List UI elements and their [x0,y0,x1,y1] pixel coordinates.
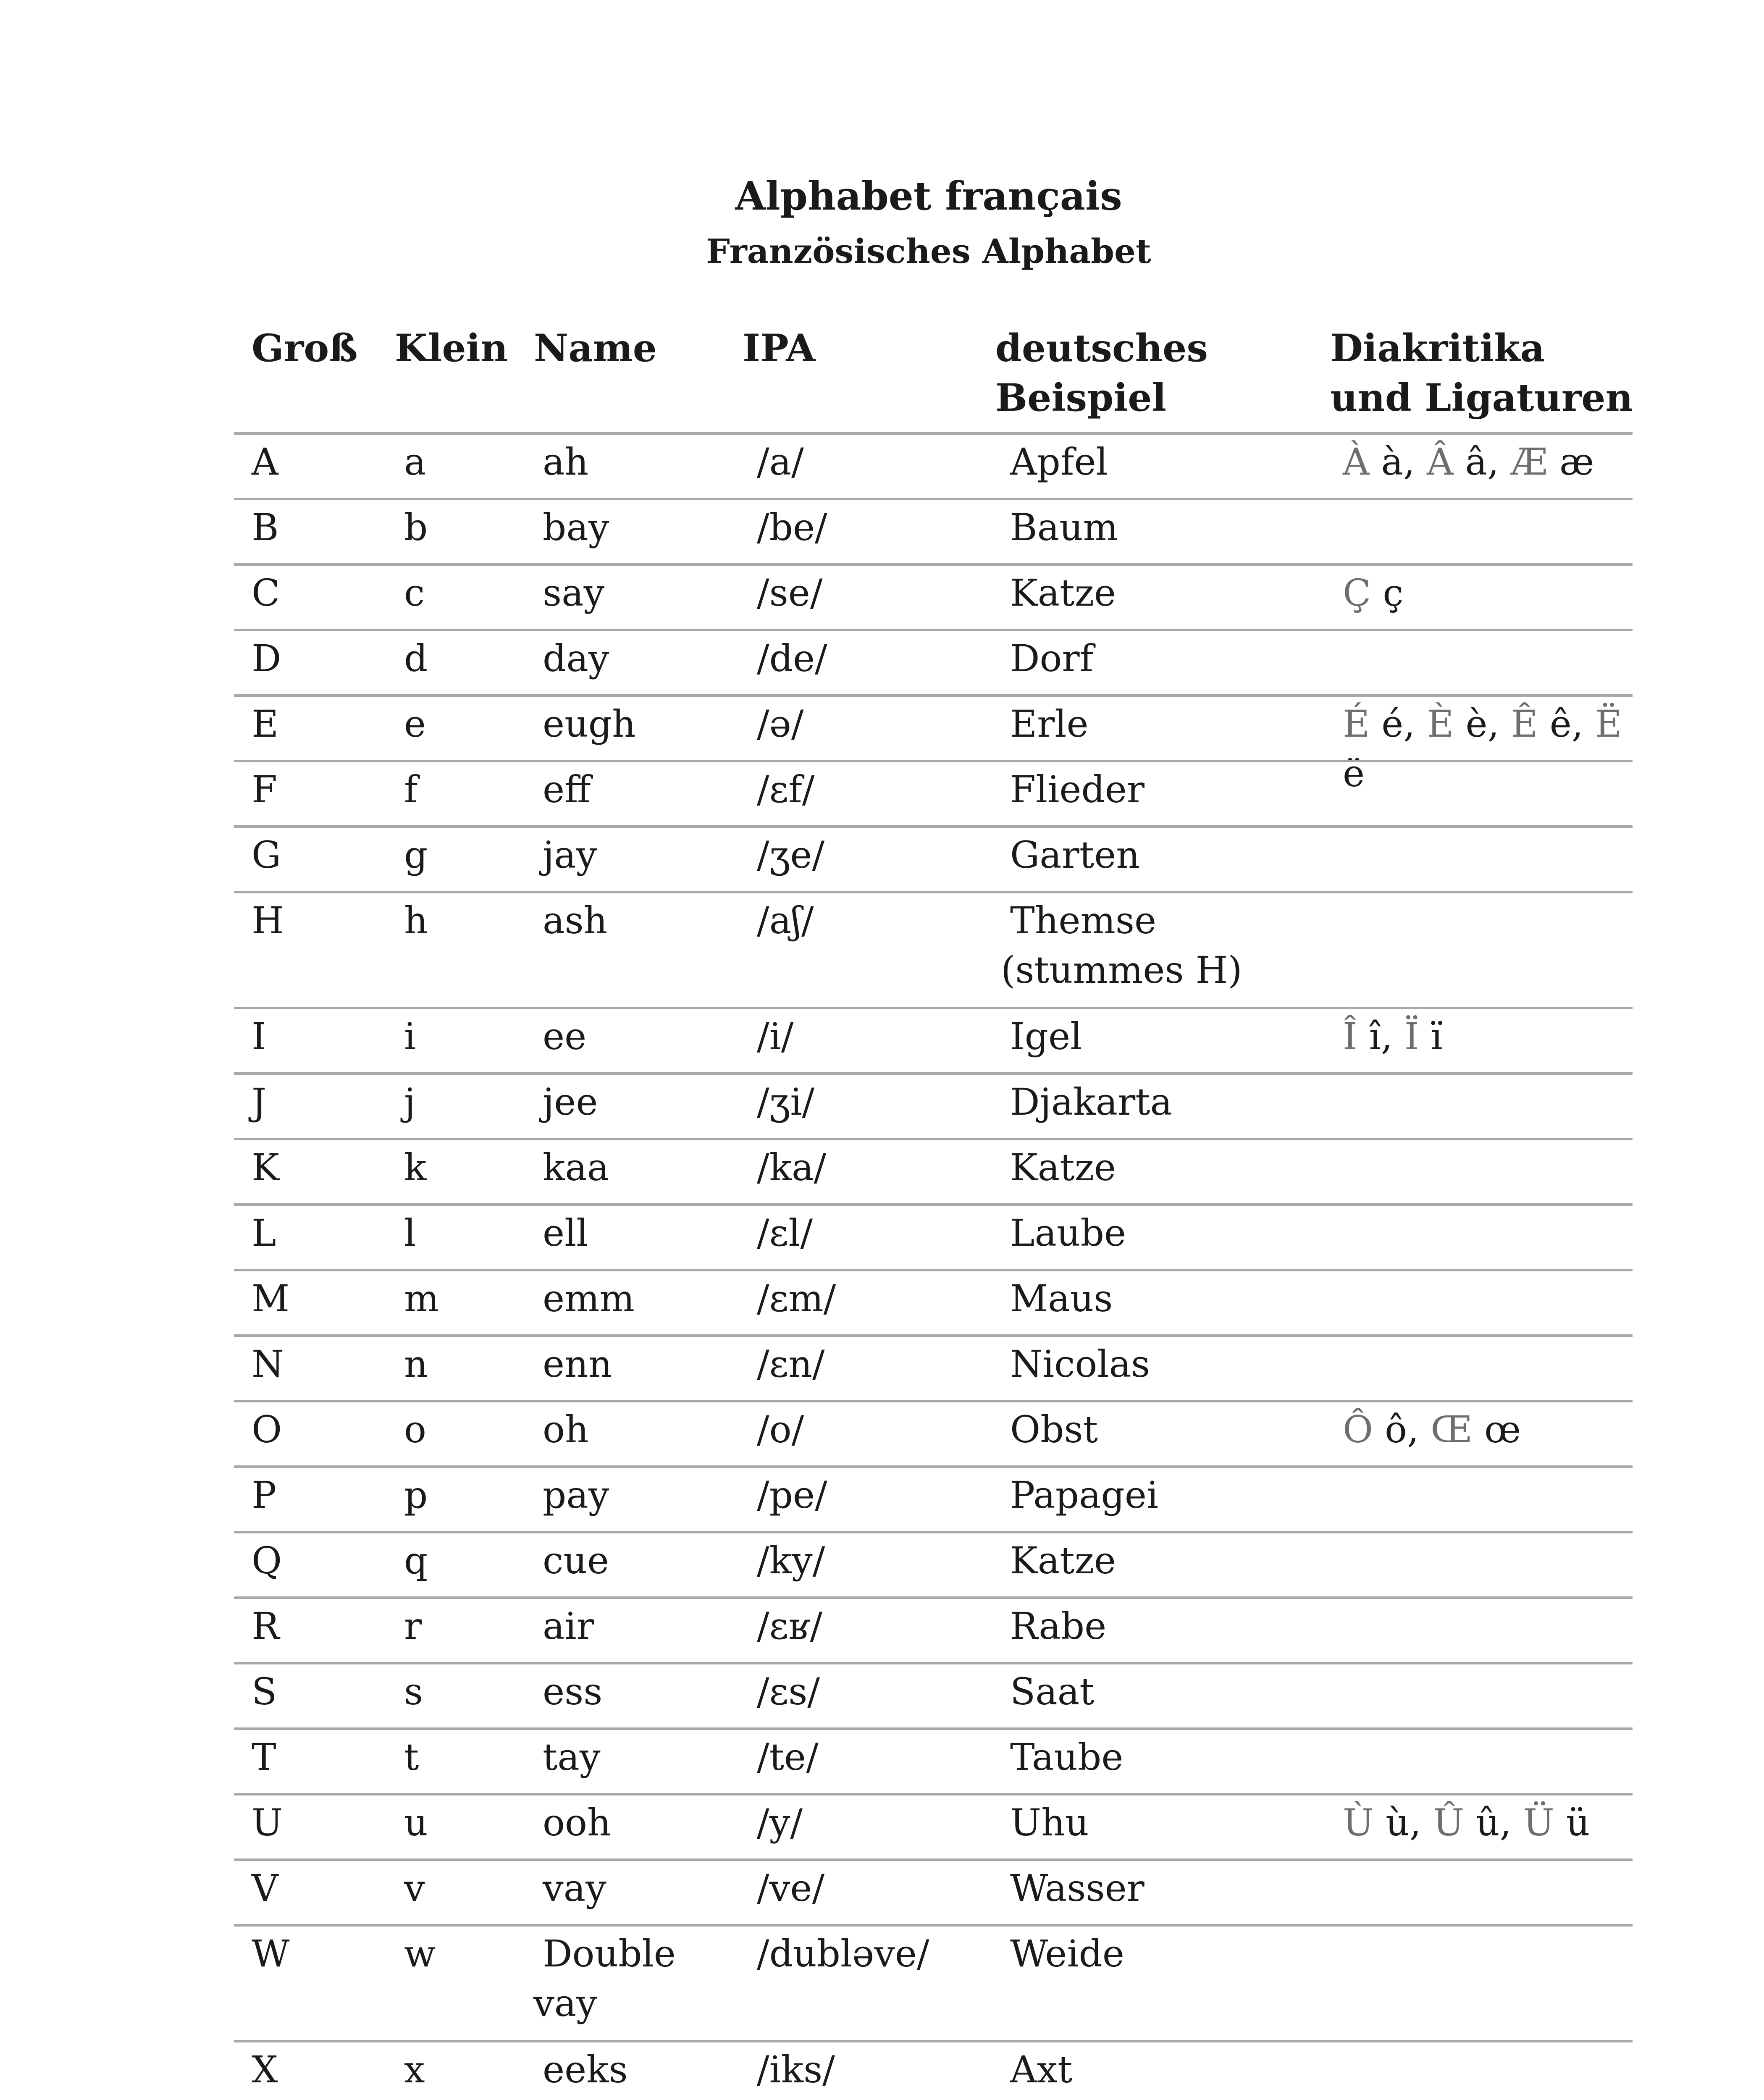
cell-name [543,1012,586,1061]
table-row [234,432,1633,498]
cell-gross-text: A [252,440,278,483]
cell-klein [404,1274,439,1323]
cell-ipa [757,1470,827,1520]
table-row [234,1727,1633,1793]
cell-gross [252,437,278,487]
cell-ipa [757,896,814,945]
cell-beispiel [1010,1274,1113,1323]
cell-ipa [757,1405,804,1454]
cell-ipa-text: /iks/ [757,2048,835,2091]
cell-ipa-text: /ʒi/ [757,1080,815,1124]
cell-gross [252,1012,266,1061]
table-row [234,1793,1633,1858]
cell-beispiel-text: Baum [1010,506,1118,549]
cell-name [543,568,604,618]
cell-gross [252,503,279,552]
cell-klein [404,634,428,683]
cell-klein-text: i [404,1015,416,1058]
cell-name [543,830,597,880]
cell-ipa-text: /i/ [757,1015,794,1058]
cell-ipa [757,1077,814,1127]
cell-ipa [757,699,803,749]
cell-gross-text: N [252,1342,284,1386]
cell-name-text: bay [543,506,609,549]
cell-gross-text: P [252,1473,277,1517]
page-title: Alphabet français [735,173,1122,219]
cell-klein [404,830,428,880]
cell-gross-text: H [252,899,284,942]
cell-ipa [757,503,827,552]
cell-beispiel-text: Themse [1010,899,1157,942]
cell-beispiel-text: Nicolas [1010,1342,1150,1386]
cell-name [543,634,609,683]
cell-name [543,2045,628,2095]
cell-name [543,503,609,552]
cell-klein [404,699,426,749]
cell-beispiel-text: Laube [1010,1211,1126,1255]
cell-beispiel-text: Flieder [1010,768,1144,811]
header-beispiel-line-2: Beispiel [995,375,1166,420]
cell-klein-text: m [404,1277,439,1320]
cell-ipa-text: /se/ [757,571,823,614]
cell-name [543,1864,606,1913]
cell-klein-text: a [404,440,426,483]
cell-beispiel [1010,1929,1124,1979]
cell-ipa [757,1929,929,1979]
cell-name-text: air [543,1604,594,1648]
cell-ipa [757,830,824,880]
cell-gross-text: O [252,1408,282,1451]
table-row [234,1662,1633,1727]
header-diakritika-line-1: Diakritika [1330,326,1545,370]
cell-diakritika-text: Ù ù, Û û, Ü ü [1343,1801,1590,1844]
cell-beispiel-text: Rabe [1010,1604,1107,1648]
cell-gross-text: V [252,1866,278,1910]
cell-name [543,1143,609,1192]
cell-ipa [757,2045,835,2095]
cell-name [543,765,591,814]
cell-diakritika [1343,1798,1590,1848]
cell-beispiel-text: Dorf [1010,637,1094,680]
cell-beispiel [1010,1012,1082,1061]
cell-klein-text: n [404,1342,428,1386]
header-ipa: IPA [743,326,816,370]
cell-gross [252,1208,276,1258]
cell-beispiel-text: Weide [1010,1932,1124,1975]
cell-klein-text: v [404,1866,425,1910]
table-row [234,1269,1633,1334]
table-row [234,1596,1633,1662]
cell-beispiel-text: Saat [1010,1670,1095,1713]
cell-gross [252,830,281,880]
cell-beispiel-text: Garten [1010,833,1140,877]
cell-ipa-text: /a/ [757,440,804,483]
cell-beispiel-text: Katze [1010,1146,1116,1189]
cell-klein [404,1864,425,1913]
cell-klein [404,1929,436,1979]
cell-gross [252,1470,276,1520]
cell-klein [404,1470,428,1520]
cell-diakritika-text: À à, Â â, Æ æ [1343,440,1594,483]
cell-klein [404,1667,423,1717]
cell-gross [252,896,284,945]
cell-beispiel [1001,896,1242,995]
cell-beispiel [1010,2045,1073,2095]
cell-beispiel-text: Papagei [1010,1473,1159,1517]
cell-ipa-text: /dubləve/ [757,1932,929,1975]
cell-klein [404,2045,425,2095]
cell-gross [252,1798,283,1848]
cell-gross-text: E [252,702,279,746]
cell-ipa-text: /ve/ [757,1866,825,1910]
table-row [234,760,1633,825]
cell-gross [252,1732,276,1782]
cell-klein [404,896,428,945]
cell-beispiel [1010,1077,1172,1127]
header-gross: Groß [252,326,358,370]
cell-gross-text: T [252,1735,276,1779]
cell-gross [252,1143,279,1192]
cell-klein [404,1339,428,1389]
cell-name [543,1208,588,1258]
cell-ipa-text: /ɛf/ [757,768,815,811]
cell-ipa [757,1143,826,1192]
cell-ipa-text: /ə/ [757,702,804,746]
alphabet-table [234,432,1633,2100]
cell-klein-text: u [404,1801,428,1844]
cell-beispiel-text: Apfel [1010,440,1108,483]
cell-name-text: ee [543,1015,587,1058]
cell-gross-text: C [252,571,280,614]
cell-gross-text: M [252,1277,290,1320]
cell-beispiel [1010,1405,1098,1454]
cell-beispiel-text-line-2: (stummes H) [1001,948,1242,992]
cell-klein [404,568,425,618]
cell-klein [404,1077,415,1127]
cell-name [533,1929,676,2028]
table-row [234,825,1633,891]
cell-klein [404,1732,419,1782]
cell-gross-text: S [252,1670,277,1713]
cell-name [543,1536,609,1586]
cell-gross-text: G [252,833,281,877]
cell-beispiel [1010,1143,1116,1192]
cell-klein [404,1208,416,1258]
table-row [234,1007,1633,1072]
cell-beispiel [1010,765,1144,814]
cell-ipa-text: /ɛn/ [757,1342,825,1386]
cell-name-text: enn [543,1342,612,1386]
table-row [234,1924,1633,2040]
cell-diakritika-text: É é, È è, Ê ê, Ë ë [1343,702,1622,795]
cell-gross-text: X [252,2048,278,2091]
cell-klein-text: e [404,702,426,746]
page-subtitle: Französisches Alphabet [706,231,1151,271]
table-row [234,1334,1633,1400]
cell-klein-text: h [404,899,428,942]
cell-beispiel-text: Djakarta [1010,1080,1172,1124]
cell-klein [404,503,428,552]
cell-ipa [757,1208,813,1258]
cell-ipa-text: /de/ [757,637,827,680]
cell-klein [404,437,426,487]
table-row [234,563,1633,629]
cell-name-text: say [543,571,605,614]
cell-gross [252,1667,277,1717]
cell-name [543,1667,602,1717]
table-row [234,1203,1633,1269]
cell-ipa-text: /ʒe/ [757,833,825,877]
cell-name [543,1274,635,1323]
header-klein: Klein [395,326,508,370]
header-name: Name [534,326,657,370]
cell-diakritika-text: Î î, Ï ï [1343,1015,1443,1058]
cell-diakritika [1343,1012,1443,1061]
cell-name-text: eff [543,768,591,811]
cell-beispiel-text: Katze [1010,571,1116,614]
cell-name-text: oh [543,1408,589,1451]
cell-name [543,1405,589,1454]
cell-ipa-text: /ky/ [757,1539,825,1582]
table-row [234,1465,1633,1531]
cell-klein-text: q [404,1539,428,1582]
cell-name-text: Double [543,1932,676,1975]
cell-beispiel-text: Erle [1010,702,1089,746]
cell-beispiel [1010,1339,1150,1389]
cell-gross-text: B [252,506,279,549]
cell-beispiel-text: Uhu [1010,1801,1089,1844]
cell-gross [252,1864,278,1913]
cell-ipa-text: /ɛs/ [757,1670,820,1713]
cell-beispiel [1010,1536,1116,1586]
cell-beispiel [1010,1732,1123,1782]
cell-beispiel [1010,503,1118,552]
cell-gross-text: K [252,1146,279,1189]
table-row [234,629,1633,694]
cell-beispiel [1010,1470,1158,1520]
cell-klein [404,1143,426,1192]
cell-name-text: kaa [543,1146,609,1189]
cell-beispiel-text: Obst [1010,1408,1098,1451]
cell-diakritika [1343,437,1594,487]
cell-klein [404,1536,428,1586]
table-row [234,1858,1633,1924]
cell-gross-text: Q [252,1539,282,1582]
cell-name-text: ooh [543,1801,611,1844]
cell-gross [252,1077,266,1127]
cell-name-text: ess [543,1670,603,1713]
cell-ipa-text: /be/ [757,506,827,549]
cell-klein-text: k [404,1146,427,1189]
cell-name [543,437,588,487]
cell-ipa-text: /y/ [757,1801,803,1844]
cell-ipa [757,568,823,618]
cell-ipa [757,765,814,814]
cell-klein-text: d [404,637,428,680]
cell-beispiel-text: Taube [1010,1735,1124,1779]
cell-ipa [757,1536,825,1586]
cell-gross-text: L [252,1211,276,1255]
cell-ipa [757,1601,822,1651]
cell-beispiel-text: Igel [1010,1015,1082,1058]
header-diakritika-line-2: und Ligaturen [1330,375,1633,420]
cell-name [543,1601,594,1651]
cell-klein [404,1012,416,1061]
cell-name-text: ah [543,440,589,483]
cell-beispiel-text: Axt [1010,2048,1073,2091]
cell-gross [252,634,281,683]
cell-klein-text: j [404,1080,416,1124]
cell-name-text: vay [543,1866,606,1910]
cell-ipa [757,1012,793,1061]
cell-beispiel [1010,830,1140,880]
cell-ipa [757,1864,824,1913]
cell-gross [252,1601,279,1651]
cell-klein-text: c [404,571,425,614]
header-beispiel [995,323,1208,423]
cell-klein-text: s [404,1670,423,1713]
cell-name-text: eeks [543,2048,628,2091]
cell-diakritika [1343,1405,1521,1454]
cell-name-text-line-2: vay [533,1982,597,2025]
cell-name-text: ash [543,899,608,942]
cell-gross [252,1536,282,1586]
table-row [234,891,1633,1007]
cell-ipa-text: /pe/ [757,1473,827,1517]
cell-gross-text: F [252,768,278,811]
cell-ipa [757,1667,820,1717]
table-row [234,1531,1633,1596]
cell-name-text: emm [543,1277,635,1320]
cell-ipa [757,1274,836,1323]
cell-gross [252,699,278,749]
table-row [234,1138,1633,1203]
cell-gross [252,2045,278,2095]
cell-gross-text: W [252,1932,290,1975]
cell-gross [252,1339,284,1389]
cell-klein [404,1405,426,1454]
cell-ipa-text: /te/ [757,1735,819,1779]
cell-name [543,1732,601,1782]
cell-gross-text: D [252,637,281,680]
cell-klein [404,1601,422,1651]
cell-ipa [757,437,804,487]
cell-beispiel [1010,634,1093,683]
cell-klein-text: b [404,506,428,549]
cell-ipa [757,1798,803,1848]
cell-name-text: ell [543,1211,588,1255]
cell-ipa [757,1732,819,1782]
cell-beispiel-text: Maus [1010,1277,1113,1320]
cell-name-text: day [543,637,609,680]
cell-beispiel [1010,1667,1095,1717]
cell-beispiel [1010,699,1089,749]
cell-ipa-text: /ɛl/ [757,1211,813,1255]
cell-beispiel [1010,1208,1126,1258]
cell-name [543,1798,611,1848]
cell-beispiel [1010,1864,1144,1913]
cell-klein-text: r [404,1604,422,1648]
cell-ipa-text: /o/ [757,1408,804,1451]
cell-klein-text: f [404,768,418,811]
cell-klein [404,765,418,814]
cell-klein-text: g [404,833,428,877]
cell-name-text: tay [543,1735,601,1779]
table-row [234,498,1633,563]
cell-ipa [757,1339,825,1389]
cell-beispiel [1010,1798,1089,1848]
cell-gross-text: R [252,1604,280,1648]
cell-ipa-text: /ɛʁ/ [757,1604,823,1648]
cell-name [543,1470,609,1520]
cell-klein [404,1798,428,1848]
cell-beispiel [1010,437,1108,487]
cell-diakritika-text: Ç ç [1343,571,1404,614]
cell-gross-text: U [252,1801,283,1844]
cell-name [543,896,607,945]
cell-ipa-text: /aʃ/ [757,899,814,942]
cell-klein-text: l [404,1211,416,1255]
cell-name-text: pay [543,1473,609,1517]
cell-ipa-text: /ka/ [757,1146,827,1189]
table-row [234,1072,1633,1138]
header-beispiel-line-1: deutsches [995,326,1208,370]
cell-diakritika [1343,568,1404,618]
cell-name-text: eugh [543,702,636,746]
table-row [234,2040,1633,2100]
cell-name-text: jay [543,833,597,877]
cell-klein-text: p [404,1473,428,1517]
table-row [234,1400,1633,1465]
cell-beispiel-text: Wasser [1010,1866,1144,1910]
cell-beispiel-text: Katze [1010,1539,1116,1582]
header-diakritika [1330,323,1633,423]
cell-gross-text: J [252,1080,267,1124]
cell-klein-text: o [404,1408,426,1451]
cell-beispiel [1010,1601,1106,1651]
cell-diakritika-text: Ô ô, Œ œ [1343,1408,1521,1451]
cell-name-text: cue [543,1539,609,1582]
cell-gross-text: I [252,1015,266,1058]
cell-klein-text: t [404,1735,419,1779]
cell-name [543,1339,612,1389]
cell-gross [252,1405,282,1454]
cell-klein-text: x [404,2048,425,2091]
cell-name [543,699,636,749]
cell-name [543,1077,598,1127]
cell-gross [252,1929,289,1979]
cell-beispiel [1010,568,1116,618]
cell-gross [252,765,277,814]
cell-ipa [757,634,827,683]
cell-klein-text: w [404,1932,436,1975]
cell-ipa-text: /ɛm/ [757,1277,836,1320]
cell-gross [252,568,280,618]
cell-gross [252,1274,289,1323]
cell-name-text: jee [543,1080,598,1124]
